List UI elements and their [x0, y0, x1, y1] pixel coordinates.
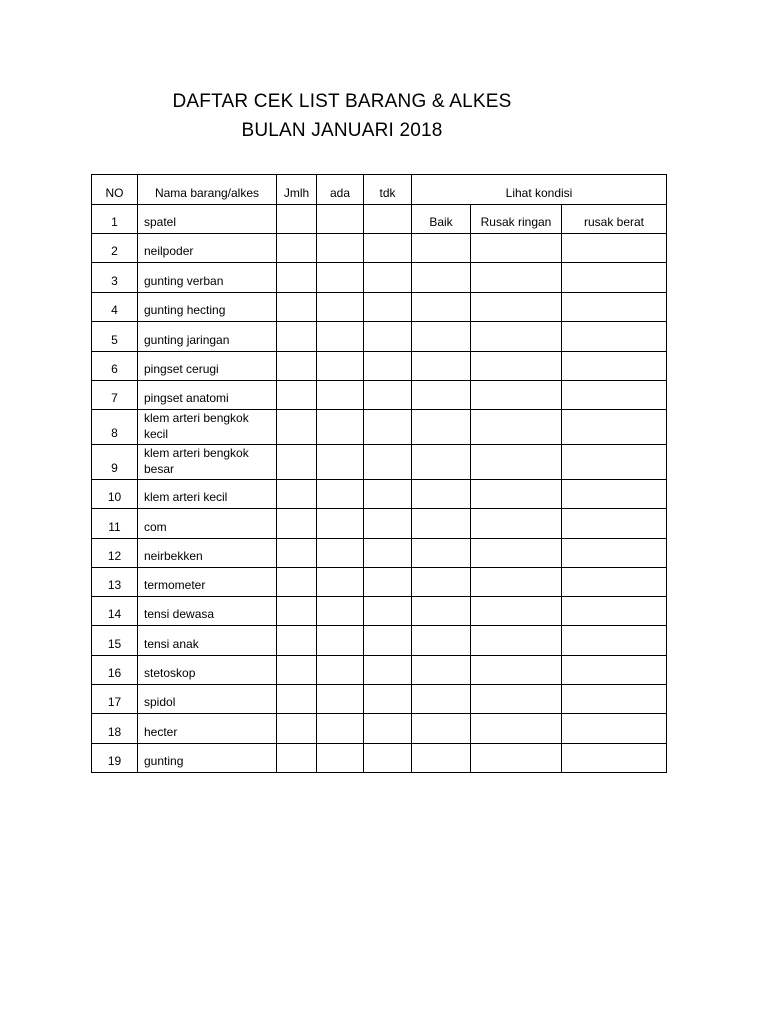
cell-tdk [364, 509, 412, 539]
row-number: 13 [92, 568, 138, 597]
document-subtitle: BULAN JANUARI 2018 [241, 120, 443, 141]
row-number: 18 [92, 714, 138, 744]
table-row [92, 352, 667, 381]
cell-jmlh [277, 744, 317, 773]
item-name: gunting jaringan [138, 322, 277, 352]
cell-tdk [364, 626, 412, 656]
row-number: 2 [92, 234, 138, 263]
cell-tdk [364, 568, 412, 597]
row-number: 7 [92, 381, 138, 410]
cell-tdk [364, 480, 412, 509]
cell-baik [412, 480, 471, 509]
cell-tdk [364, 714, 412, 744]
table-row [92, 480, 667, 509]
cell-rusak-ringan [471, 539, 562, 568]
item-name: tensi dewasa [138, 597, 277, 626]
item-name: termometer [138, 568, 277, 597]
cell-tdk [364, 293, 412, 322]
item-name: com [138, 509, 277, 539]
cell-tdk [364, 656, 412, 685]
cell-rusak-ringan [471, 234, 562, 263]
row-number: 11 [92, 509, 138, 539]
cell-rusak-berat [562, 656, 667, 685]
cell-jmlh [277, 381, 317, 410]
cell-tdk [364, 445, 412, 480]
table-row [92, 381, 667, 410]
table-row [92, 234, 667, 263]
cell-tdk [364, 352, 412, 381]
item-name: klem arteri bengkok besar [138, 445, 277, 480]
row-number: 16 [92, 656, 138, 685]
cell-rusak-berat [562, 597, 667, 626]
checklist-table [91, 174, 667, 773]
cell-rusak-berat [562, 293, 667, 322]
cell-rusak-berat [562, 509, 667, 539]
cell-jmlh [277, 322, 317, 352]
cell-rusak-berat [562, 744, 667, 773]
table-row [92, 205, 667, 234]
cell-jmlh [277, 234, 317, 263]
cell-jmlh [277, 509, 317, 539]
cell-jmlh [277, 293, 317, 322]
cell-ada [317, 597, 364, 626]
table-row [92, 293, 667, 322]
cell-baik [412, 509, 471, 539]
cell-jmlh [277, 714, 317, 744]
cell-ada [317, 381, 364, 410]
cell-ada [317, 293, 364, 322]
cell-rusak-ringan [471, 656, 562, 685]
cell-tdk [364, 205, 412, 234]
row-number: 6 [92, 352, 138, 381]
cell-baik [412, 744, 471, 773]
cell-baik [412, 626, 471, 656]
cell-rusak-berat [562, 410, 667, 445]
row-number: 15 [92, 626, 138, 656]
header-tdk: tdk [364, 175, 412, 205]
cell-jmlh [277, 263, 317, 293]
cell-rusak-berat [562, 234, 667, 263]
item-name: gunting verban [138, 263, 277, 293]
cell-rusak-berat [562, 714, 667, 744]
cell-ada [317, 445, 364, 480]
item-name: gunting hecting [138, 293, 277, 322]
table-row [92, 322, 667, 352]
row-number: 1 [92, 205, 138, 234]
cell-jmlh [277, 445, 317, 480]
cell-tdk [364, 263, 412, 293]
cell-baik [412, 714, 471, 744]
cell-rusak-ringan [471, 714, 562, 744]
cell-tdk [364, 234, 412, 263]
cell-rusak-berat [562, 568, 667, 597]
row-number: 9 [92, 445, 138, 480]
cell-rusak-berat [562, 322, 667, 352]
cell-baik [412, 381, 471, 410]
header-jmlh: Jmlh [277, 175, 317, 205]
cell-tdk [364, 744, 412, 773]
cell-rusak-berat [562, 263, 667, 293]
cell-jmlh [277, 626, 317, 656]
cell-ada [317, 685, 364, 714]
cell-tdk [364, 597, 412, 626]
cell-rusak-berat [562, 352, 667, 381]
cell-tdk [364, 410, 412, 445]
cell-tdk [364, 322, 412, 352]
table-row [92, 744, 667, 773]
item-name: tensi anak [138, 626, 277, 656]
cell-ada [317, 322, 364, 352]
cell-rusak-ringan [471, 626, 562, 656]
header-baik: Baik [412, 205, 471, 234]
cell-baik [412, 445, 471, 480]
cell-jmlh [277, 352, 317, 381]
table-row [92, 445, 667, 480]
cell-rusak-berat [562, 685, 667, 714]
table-row [92, 263, 667, 293]
item-name: klem arteri kecil [138, 480, 277, 509]
cell-baik [412, 597, 471, 626]
row-number: 19 [92, 744, 138, 773]
cell-rusak-ringan [471, 263, 562, 293]
cell-baik [412, 322, 471, 352]
cell-rusak-ringan [471, 352, 562, 381]
cell-baik [412, 539, 471, 568]
cell-rusak-berat [562, 626, 667, 656]
header-ada: ada [317, 175, 364, 205]
document-title: DAFTAR CEK LIST BARANG & ALKES [172, 91, 512, 112]
item-name: spatel [138, 205, 277, 234]
cell-tdk [364, 685, 412, 714]
item-name: neilpoder [138, 234, 277, 263]
cell-jmlh [277, 480, 317, 509]
row-number: 5 [92, 322, 138, 352]
header-rusak-ringan: Rusak ringan [471, 205, 562, 234]
cell-jmlh [277, 685, 317, 714]
cell-ada [317, 234, 364, 263]
table-row [92, 714, 667, 744]
cell-baik [412, 263, 471, 293]
row-number: 4 [92, 293, 138, 322]
cell-baik [412, 352, 471, 381]
table-row [92, 685, 667, 714]
cell-ada [317, 410, 364, 445]
cell-rusak-ringan [471, 480, 562, 509]
cell-jmlh [277, 205, 317, 234]
cell-ada [317, 714, 364, 744]
cell-rusak-ringan [471, 410, 562, 445]
cell-baik [412, 656, 471, 685]
cell-rusak-berat [562, 539, 667, 568]
cell-rusak-berat [562, 480, 667, 509]
item-name: pingset cerugi [138, 352, 277, 381]
table-row [92, 568, 667, 597]
cell-rusak-ringan [471, 509, 562, 539]
row-number: 12 [92, 539, 138, 568]
cell-ada [317, 744, 364, 773]
cell-ada [317, 205, 364, 234]
cell-jmlh [277, 539, 317, 568]
cell-rusak-ringan [471, 381, 562, 410]
cell-tdk [364, 539, 412, 568]
cell-rusak-ringan [471, 597, 562, 626]
cell-rusak-ringan [471, 322, 562, 352]
cell-ada [317, 626, 364, 656]
cell-ada [317, 656, 364, 685]
cell-rusak-ringan [471, 568, 562, 597]
row-number: 3 [92, 263, 138, 293]
cell-rusak-ringan [471, 445, 562, 480]
item-name: gunting [138, 744, 277, 773]
item-name: klem arteri bengkok kecil [138, 410, 277, 445]
cell-ada [317, 480, 364, 509]
table-row [92, 410, 667, 445]
cell-jmlh [277, 656, 317, 685]
header-lihat-kondisi: Lihat kondisi [412, 175, 667, 205]
cell-baik [412, 568, 471, 597]
cell-baik [412, 293, 471, 322]
row-number: 14 [92, 597, 138, 626]
cell-rusak-berat [562, 445, 667, 480]
table-row [92, 597, 667, 626]
header-row [92, 175, 667, 205]
cell-jmlh [277, 568, 317, 597]
cell-jmlh [277, 597, 317, 626]
cell-rusak-ringan [471, 744, 562, 773]
item-name: spidol [138, 685, 277, 714]
item-name: hecter [138, 714, 277, 744]
cell-ada [317, 509, 364, 539]
cell-baik [412, 234, 471, 263]
table-row [92, 626, 667, 656]
cell-rusak-berat [562, 381, 667, 410]
table-row [92, 656, 667, 685]
cell-tdk [364, 381, 412, 410]
cell-ada [317, 539, 364, 568]
row-number: 17 [92, 685, 138, 714]
cell-baik [412, 410, 471, 445]
row-number: 8 [92, 410, 138, 445]
cell-baik [412, 685, 471, 714]
cell-ada [317, 568, 364, 597]
table-row [92, 539, 667, 568]
header-rusak-berat: rusak berat [562, 205, 667, 234]
item-name: neirbekken [138, 539, 277, 568]
table-row [92, 509, 667, 539]
row-number: 10 [92, 480, 138, 509]
header-no: NO [92, 175, 138, 205]
cell-rusak-ringan [471, 685, 562, 714]
cell-ada [317, 263, 364, 293]
item-name: pingset anatomi [138, 381, 277, 410]
cell-rusak-ringan [471, 293, 562, 322]
header-name: Nama barang/alkes [138, 175, 277, 205]
cell-jmlh [277, 410, 317, 445]
cell-ada [317, 352, 364, 381]
item-name: stetoskop [138, 656, 277, 685]
